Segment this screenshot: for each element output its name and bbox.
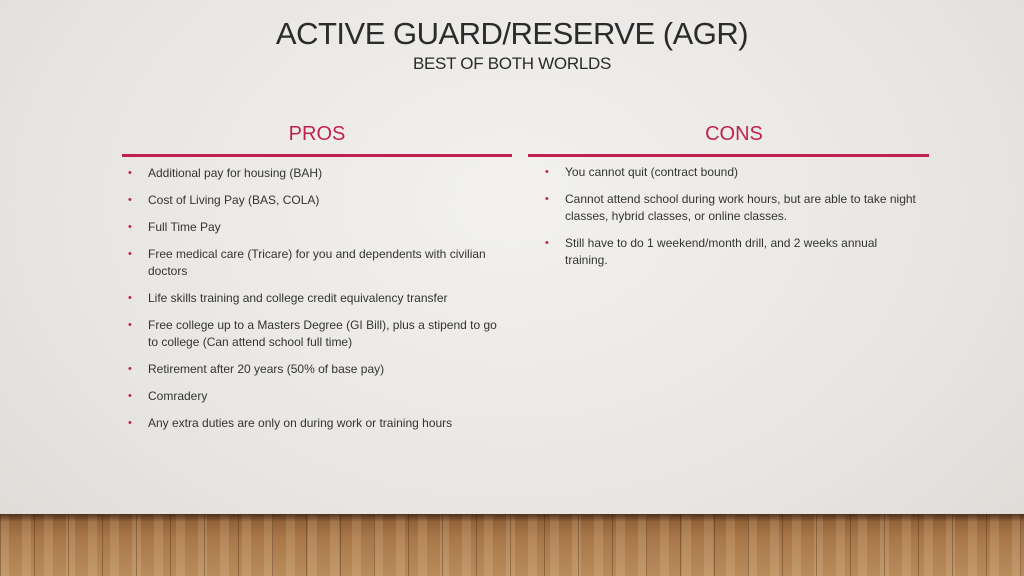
pros-item: • Free medical care (Tricare) for you and dependents with civilian doctors <box>128 247 486 278</box>
pros-item: • Additional pay for housing (BAH) <box>128 166 323 180</box>
pros-item: • Life skills training and college credit equivalency transfer <box>128 291 448 305</box>
bullet-icon: • <box>128 194 132 206</box>
bullet-icon: • <box>128 390 132 402</box>
bullet-icon: • <box>128 167 132 179</box>
cons-heading: CONS <box>705 123 763 145</box>
pros-item: • Any extra duties are only on during work or training hours <box>128 416 453 430</box>
pros-item: • Free college up to a Masters Degree (GI Bill), plus a stipend to go to college (Can attend school full time) <box>128 318 497 349</box>
pros-list <box>128 165 508 442</box>
cons-list <box>545 164 920 279</box>
pros-item: • Comradery <box>128 389 208 403</box>
cons-item: • Still have to do 1 weekend/month drill, and 2 weeks annual training. <box>545 236 878 267</box>
bullet-icon: • <box>128 417 132 429</box>
bullet-icon: • <box>545 237 549 249</box>
pros-item: • Cost of Living Pay (BAS, COLA) <box>128 193 320 207</box>
bullet-icon: • <box>128 363 132 375</box>
pros-heading: PROS <box>288 123 346 145</box>
bullet-icon: • <box>128 319 132 331</box>
bullet-icon: • <box>128 221 132 233</box>
wood-floor-image <box>0 514 1024 576</box>
slide-subtitle: BEST OF BOTH WORLDS <box>412 54 611 73</box>
cons-item: • Cannot attend school during work hours, but are able to take night classes, hybrid classes, or online classes. <box>545 192 916 223</box>
pros-divider <box>122 154 512 157</box>
pros-item: • Retirement after 20 years (50% of base pay) <box>128 362 385 376</box>
bullet-icon: • <box>128 292 132 304</box>
cons-divider <box>528 154 929 157</box>
bullet-icon: • <box>128 248 132 260</box>
bullet-icon: • <box>545 166 549 178</box>
floor-shadow <box>0 514 1024 522</box>
slide-title: ACTIVE GUARD/RESERVE (AGR) <box>275 16 749 51</box>
bullet-icon: • <box>545 193 549 205</box>
cons-item: • You cannot quit (contract bound) <box>545 165 739 179</box>
pros-item: • Full Time Pay <box>128 220 221 234</box>
